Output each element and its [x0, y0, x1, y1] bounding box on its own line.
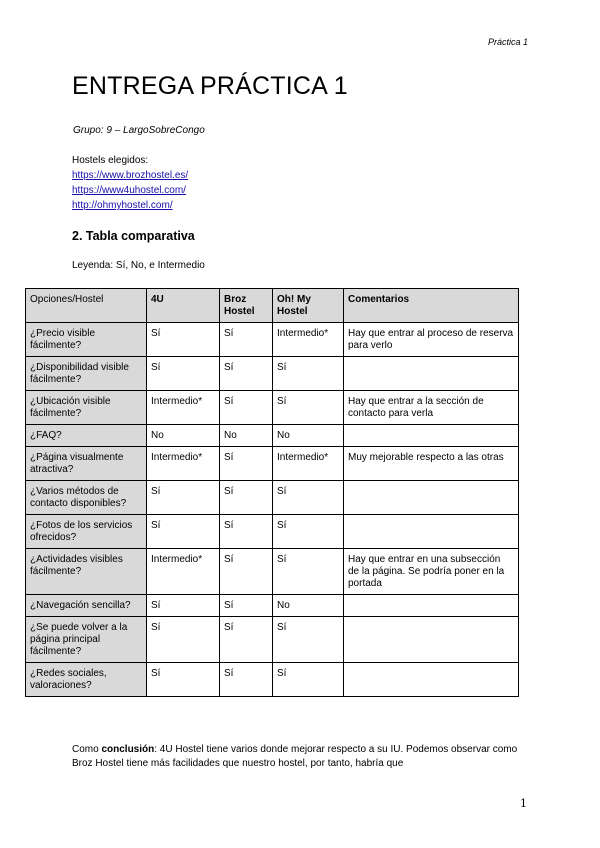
- cell-4u: Intermedio*: [147, 447, 220, 481]
- cell-4u: Sí: [147, 617, 220, 663]
- cell-4u: Sí: [147, 357, 220, 391]
- cell-broz: Sí: [220, 549, 273, 595]
- group-line: Grupo: 9 – LargoSobreCongo: [73, 125, 205, 136]
- option-cell: ¿Se puede volver a la página principal fácilmente?: [26, 617, 147, 663]
- cell-4u: No: [147, 425, 220, 447]
- option-cell: ¿FAQ?: [26, 425, 147, 447]
- cell-broz: Sí: [220, 391, 273, 425]
- cell-4u: Intermedio*: [147, 549, 220, 595]
- cell-4u: Sí: [147, 481, 220, 515]
- cell-ohmy: No: [273, 595, 344, 617]
- option-cell: ¿Actividades visibles fácilmente?: [26, 549, 147, 595]
- cell-ohmy: No: [273, 425, 344, 447]
- option-cell: ¿Varios métodos de contacto disponibles?: [26, 481, 147, 515]
- link-ohmyhostel[interactable]: http://ohmyhostel.com/: [72, 200, 173, 211]
- comment-cell: [344, 617, 519, 663]
- cell-broz: Sí: [220, 447, 273, 481]
- table-row: [26, 391, 519, 425]
- header-broz: Broz Hostel: [220, 289, 273, 323]
- cell-broz: Sí: [220, 663, 273, 697]
- table-row: [26, 549, 519, 595]
- cell-ohmy: Sí: [273, 515, 344, 549]
- option-cell: ¿Disponibilidad visible fácilmente?: [26, 357, 147, 391]
- cell-4u: Sí: [147, 323, 220, 357]
- header-4u: 4U: [147, 289, 220, 323]
- cell-ohmy: Sí: [273, 617, 344, 663]
- cell-ohmy: Sí: [273, 549, 344, 595]
- cell-broz: Sí: [220, 323, 273, 357]
- cell-ohmy: Sí: [273, 481, 344, 515]
- comment-cell: [344, 595, 519, 617]
- table-header-row: [26, 289, 519, 323]
- comment-cell: [344, 481, 519, 515]
- table-row: [26, 425, 519, 447]
- option-cell: ¿Navegación sencilla?: [26, 595, 147, 617]
- table-row: [26, 447, 519, 481]
- header-comments: Comentarios: [344, 289, 519, 323]
- link-4uhostel[interactable]: https://www4uhostel.com/: [72, 185, 186, 196]
- cell-broz: Sí: [220, 515, 273, 549]
- comment-cell: [344, 663, 519, 697]
- option-cell: ¿Precio visible fácilmente?: [26, 323, 147, 357]
- comment-cell: Hay que entrar en una subsección de la página. Se podría poner en la portada: [344, 549, 519, 595]
- section-heading: 2. Tabla comparativa: [72, 229, 195, 243]
- comment-cell: Hay que entrar a la sección de contacto para verla: [344, 391, 519, 425]
- cell-4u: Sí: [147, 595, 220, 617]
- table-row: [26, 481, 519, 515]
- cell-broz: Sí: [220, 595, 273, 617]
- table-row: [26, 515, 519, 549]
- comparison-table: [25, 288, 519, 697]
- option-cell: ¿Ubicación visible fácilmente?: [26, 391, 147, 425]
- conclusion-prefix: Como: [72, 744, 102, 755]
- comment-cell: [344, 425, 519, 447]
- comment-cell: [344, 357, 519, 391]
- table-row: [26, 663, 519, 697]
- table-row: [26, 323, 519, 357]
- cell-ohmy: Sí: [273, 357, 344, 391]
- conclusion-bold: conclusión: [101, 744, 155, 755]
- cell-broz: No: [220, 425, 273, 447]
- cell-broz: Sí: [220, 481, 273, 515]
- cell-ohmy: Intermedio*: [273, 323, 344, 357]
- cell-4u: Sí: [147, 515, 220, 549]
- link-brozhostel[interactable]: https://www.brozhostel.es/: [72, 170, 189, 181]
- hostel-links: [72, 168, 188, 213]
- option-cell: ¿Página visualmente atractiva?: [26, 447, 147, 481]
- comment-cell: [344, 515, 519, 549]
- page-title: ENTREGA PRÁCTICA 1: [72, 72, 348, 100]
- table-row: [26, 357, 519, 391]
- legend: Leyenda: Sí, No, e Intermedio: [72, 260, 205, 271]
- cell-ohmy: Sí: [273, 663, 344, 697]
- header-ohmy: Oh! My Hostel: [273, 289, 344, 323]
- header-options: Opciones/Hostel: [26, 289, 147, 323]
- cell-4u: Sí: [147, 663, 220, 697]
- option-cell: ¿Fotos de los servicios ofrecidos?: [26, 515, 147, 549]
- cell-ohmy: Sí: [273, 391, 344, 425]
- cell-broz: Sí: [220, 357, 273, 391]
- table-row: [26, 595, 519, 617]
- hostels-label: Hostels elegidos:: [72, 155, 149, 166]
- cell-4u: Intermedio*: [147, 391, 220, 425]
- comment-cell: Muy mejorable respecto a las otras: [344, 447, 519, 481]
- page-number: 1: [520, 797, 527, 810]
- comment-cell: Hay que entrar al proceso de reserva para verlo: [344, 323, 519, 357]
- cell-broz: Sí: [220, 617, 273, 663]
- cell-ohmy: Intermedio*: [273, 447, 344, 481]
- table-row: [26, 617, 519, 663]
- running-header: Práctica 1: [487, 37, 528, 47]
- conclusion-paragraph: [72, 743, 532, 771]
- conclusion-text: : 4U Hostel tiene varios donde mejorar respecto a su IU. Podemos observar como Broz Hostel tiene más facilidades que nuestro hostel, por tanto, habría que: [72, 744, 518, 769]
- option-cell: ¿Redes sociales, valoraciones?: [26, 663, 147, 697]
